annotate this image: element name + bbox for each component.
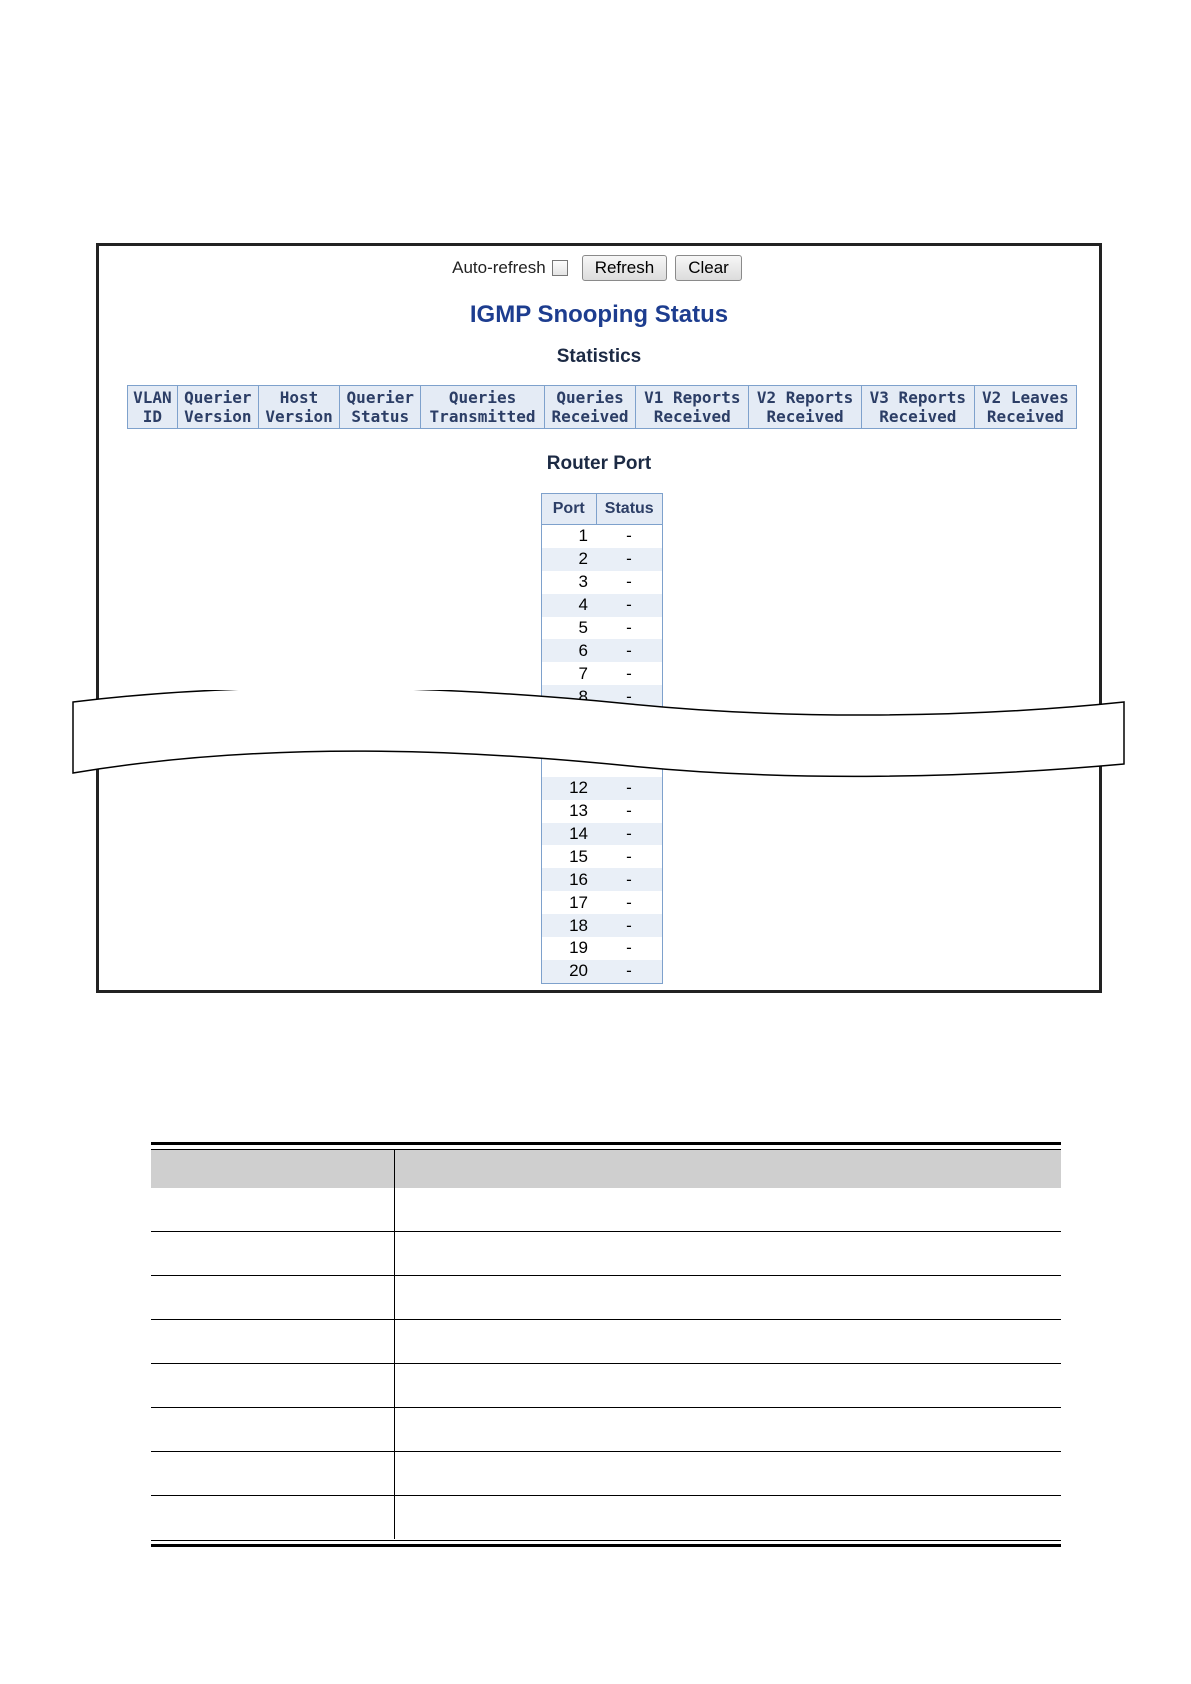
port-number: 4 (542, 594, 597, 617)
port-number: 6 (542, 639, 597, 662)
column-header-line: V2 Leaves (982, 388, 1069, 407)
toolbar (99, 255, 1099, 281)
port-number: 15 (569, 846, 588, 866)
router-port-row (542, 639, 663, 662)
column-header-line: V2 Reports (756, 388, 854, 407)
clear-button[interactable]: Clear (675, 255, 742, 281)
column-header-line: Version (265, 407, 333, 426)
port-status: - (596, 548, 663, 571)
port-number: 17 (569, 892, 588, 912)
port-status: - (626, 572, 632, 592)
statistics-column-header[interactable] (258, 386, 339, 429)
port-number: 1 (578, 526, 588, 546)
router-port-row (542, 800, 663, 823)
column-header-line: Querier (184, 388, 252, 407)
column-header-line: Received (551, 407, 629, 426)
column-header-line: VLAN (133, 388, 172, 407)
page-title: IGMP Snooping Status (469, 301, 729, 328)
port-column-header[interactable]: Port (542, 494, 597, 525)
column-header-line: Transmitted (429, 407, 536, 426)
port-number: 18 (542, 914, 597, 937)
statistics-column-header[interactable] (974, 386, 1076, 429)
router-port-row (542, 891, 663, 914)
table-break-overlay (70, 690, 1130, 790)
description-table-bottom-rule (151, 1540, 1061, 1547)
statistics-column-header[interactable] (861, 386, 974, 429)
port-number: 13 (569, 801, 588, 821)
description-row (151, 1364, 1061, 1408)
description-table (151, 1142, 1061, 1547)
router-port-row (542, 548, 663, 571)
statistics-heading: Statistics (556, 346, 642, 367)
port-status: - (596, 594, 663, 617)
column-header-line: Queries (556, 388, 624, 407)
igmp-status-screenshot (96, 243, 1102, 993)
router-port-row (542, 937, 663, 960)
statistics-column-header[interactable] (636, 386, 749, 429)
port-number: 14 (542, 823, 597, 846)
description-table-header (151, 1150, 1061, 1188)
description-row (151, 1496, 1061, 1539)
statistics-column-header[interactable] (749, 386, 862, 429)
column-header-line: Received (653, 407, 731, 426)
router-port-row (542, 594, 663, 617)
auto-refresh-checkbox[interactable] (552, 260, 568, 276)
column-header-line: Version (184, 407, 252, 426)
port-number: 20 (542, 960, 597, 983)
column-header-line: Querier (346, 388, 414, 407)
description-row (151, 1408, 1061, 1452)
description-row (151, 1188, 1061, 1232)
refresh-button[interactable]: Refresh (582, 255, 668, 281)
port-status: - (626, 938, 632, 958)
description-row (151, 1232, 1061, 1276)
router-port-header-row (542, 494, 663, 525)
port-number: 7 (578, 663, 588, 683)
description-row (151, 1276, 1061, 1320)
status-column-header[interactable]: Status (596, 494, 663, 525)
description-row (151, 1452, 1061, 1496)
column-header-line: Received (986, 407, 1064, 426)
column-header-line: ID (142, 407, 162, 426)
port-status: - (626, 526, 632, 546)
column-header-line: Received (879, 407, 957, 426)
statistics-column-header[interactable] (544, 386, 636, 429)
port-status: - (596, 960, 663, 983)
description-row (151, 1320, 1061, 1364)
column-header-line: Received (766, 407, 844, 426)
auto-refresh-label: Auto-refresh (452, 258, 546, 277)
port-status: - (626, 663, 632, 683)
router-port-row (542, 823, 663, 846)
port-status: - (596, 823, 663, 846)
statistics-table (127, 385, 1077, 429)
port-number: 12 (542, 777, 597, 800)
column-header-line: V3 Reports (869, 388, 966, 407)
port-number: 16 (542, 868, 597, 891)
router-port-heading: Router Port (546, 453, 652, 474)
column-header-line: V1 Reports (644, 388, 741, 407)
column-header-line: Host (279, 388, 319, 407)
column-header-line: Queries (448, 388, 517, 407)
router-port-row (542, 914, 663, 937)
port-status: - (596, 639, 663, 662)
port-number: 2 (542, 548, 597, 571)
port-number: 5 (578, 618, 588, 637)
router-port-row (542, 617, 663, 640)
port-number: 19 (569, 938, 588, 958)
port-status: - (596, 777, 663, 800)
port-status: - (626, 846, 632, 866)
statistics-column-header[interactable] (421, 386, 544, 429)
statistics-column-header[interactable] (340, 386, 421, 429)
port-status: - (596, 868, 663, 891)
router-port-row (542, 571, 663, 594)
port-number: 8 (542, 685, 597, 708)
router-port-row (542, 845, 663, 868)
description-table-top-rule (151, 1142, 1061, 1150)
port-status: - (626, 618, 632, 637)
router-port-row (542, 662, 663, 685)
statistics-column-header[interactable] (177, 386, 258, 429)
router-port-row (542, 868, 663, 891)
column-header-line: Status (351, 407, 410, 426)
router-port-row (542, 525, 663, 548)
statistics-column-header[interactable] (128, 386, 178, 429)
statistics-header-row (128, 386, 1077, 429)
port-status: - (626, 801, 632, 821)
router-port-row (542, 960, 663, 983)
port-status: - (596, 914, 663, 937)
port-status: - (596, 685, 663, 708)
port-number: 3 (578, 572, 588, 592)
port-status: - (626, 892, 632, 912)
